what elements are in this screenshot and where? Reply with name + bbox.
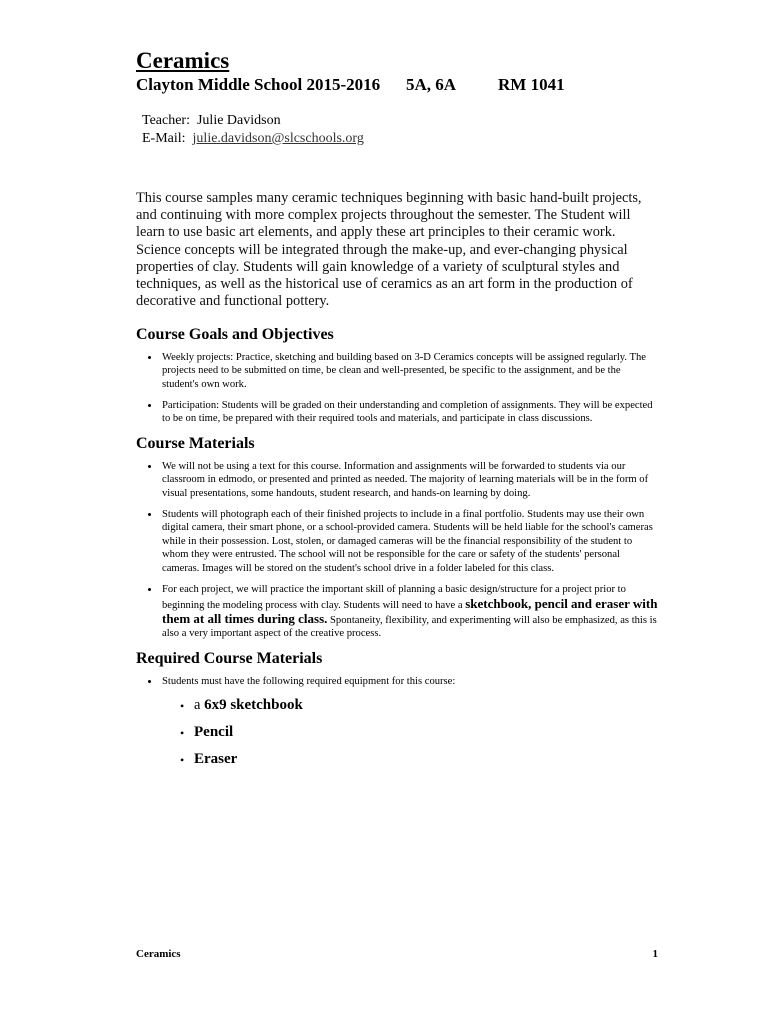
item-emphasis: sketchbook, pencil and eraser with them at all times during class. (162, 595, 658, 626)
item-text: Spontaneity, flexibility, and experimenting will also be emphasized, as this is also a very important aspect of the creative process. (162, 614, 657, 640)
teacher-name: Julie Davidson (196, 113, 281, 128)
contact-info (142, 112, 658, 148)
item-text: For each project, we will practice the important skill of planning a basic design/structure for a project prior to beginning the modeling process with clay. Students will need to have a (162, 584, 626, 611)
list-item (194, 750, 658, 768)
goals-list (136, 351, 658, 426)
room-number: RM 1041 (498, 75, 565, 94)
list-item (194, 696, 658, 714)
teacher-label: Teacher: (142, 113, 190, 128)
course-description: This course samples many ceramic techniques beginning with basic hand-built projects, and continuing with more complex projects throughout the semester. The Student will learn to use basic art elements, and apply these art principles to their ceramic work. Science concepts will be integrated through the make-up, and ever-changing physical properties of clay. Students will gain knowledge of a variety of sculptural styles and techniques, as well as the historical use of ceramics as an art form in the production of decorative and functional pottery. (136, 190, 642, 310)
item-emphasis: 6x9 sketchbook (204, 697, 303, 714)
school-year: Clayton Middle School 2015-2016 (136, 75, 381, 94)
goals-heading: Course Goals and Objectives (136, 325, 334, 343)
page-title: Ceramics (136, 48, 230, 73)
list-item: • We will not be using a text for this course. Information and assignments will be forwarded to students via our classroom in edmodo, or presented and printed as needed. The majority of learning materials will be in the form of visual presentations, some handouts, student research, and hands-on learning by doing. (160, 460, 658, 500)
item-emphasis: Pencil (194, 724, 234, 741)
footer-title: Ceramics (136, 948, 181, 960)
required-items-list (136, 696, 658, 768)
email-line (142, 130, 658, 148)
materials-heading: Course Materials (136, 434, 255, 452)
list-item: • Participation: Students will be graded on their understanding and completion of assignments. They will be expected to be on time, be prepared with their required tools and materials, and participate in class discussions. (160, 399, 658, 426)
list-item (160, 583, 658, 641)
course-subheading (136, 74, 658, 96)
document-page (136, 48, 658, 777)
email-label: E-Mail: (142, 131, 186, 146)
teacher-line (142, 112, 658, 130)
required-heading: Required Course Materials (136, 649, 323, 667)
page-number: 1 (652, 948, 658, 960)
materials-list (136, 460, 658, 641)
required-list (136, 675, 658, 688)
email-link[interactable]: julie.davidson@slcschools.org (192, 131, 364, 146)
item-text: a (194, 697, 205, 714)
list-item (194, 723, 658, 741)
list-item: • Students must have the following required equipment for this course: (160, 675, 658, 688)
page-footer (136, 948, 658, 960)
class-sections: 5A, 6A (406, 75, 457, 94)
list-item: • Weekly projects: Practice, sketching and building based on 3-D Ceramics concepts will be assigned regularly. The projects need to be submitted on time, be clean and well-presented, be specific to the assignment, and be the student's own work. (160, 351, 658, 391)
list-item: • Students will photograph each of their finished projects to include in a final portfolio. Students may use their own digital camera, their smart phone, or a school-provided camera. Students will be held liable for the school's cameras while in their possession. Lost, stolen, or damaged cameras will be the financial responsibility of the student to whom they were entrusted. The school will not be responsible for the care or safety of the students' personal cameras. Images will be stored on the student's school drive in a folder labeled for this class. (160, 508, 658, 575)
item-emphasis: Eraser (194, 751, 238, 768)
